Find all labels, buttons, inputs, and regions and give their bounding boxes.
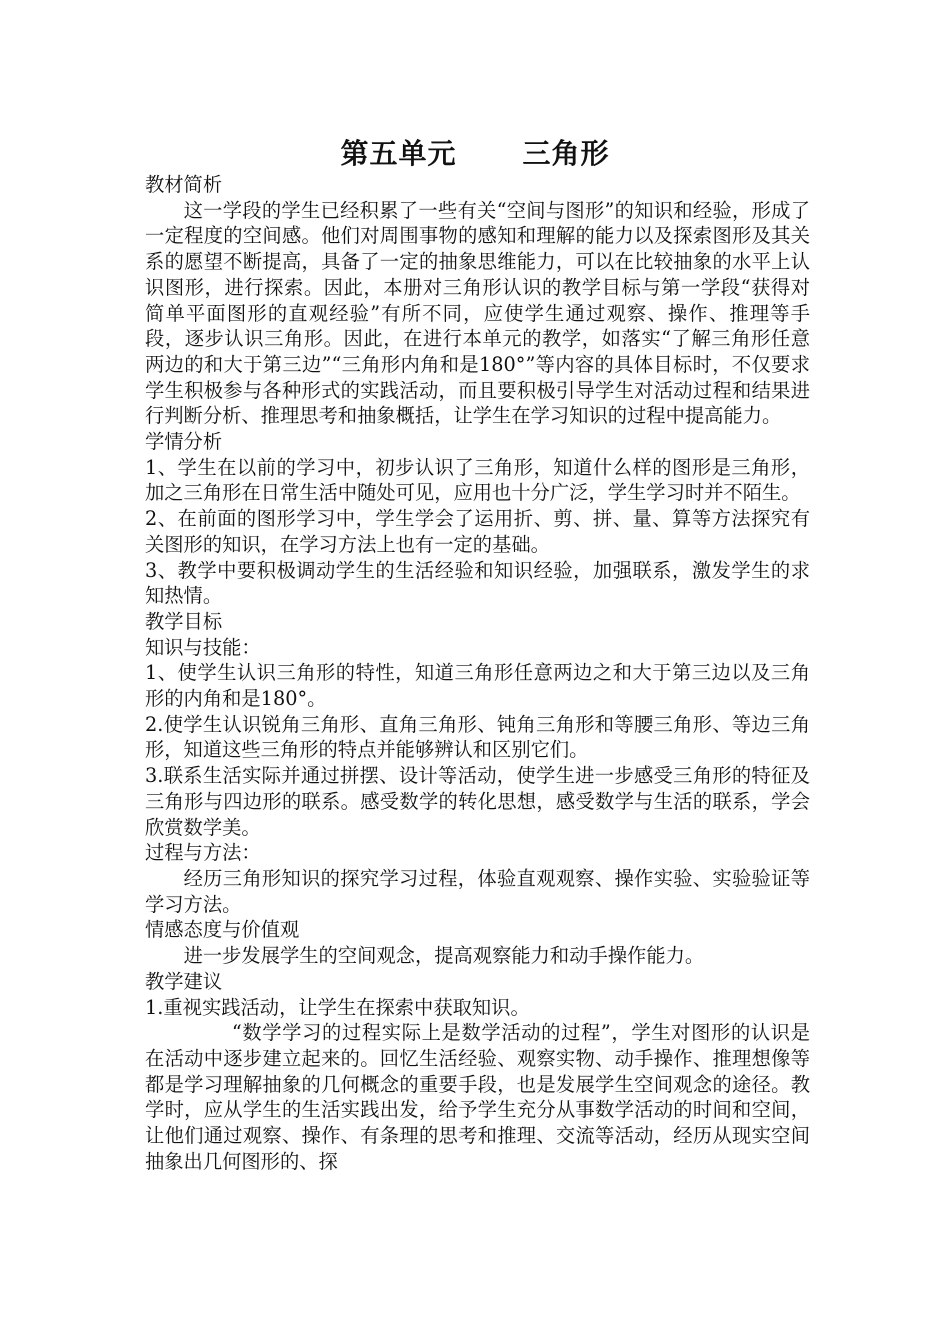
paragraph: 3.联系生活实际并通过拼摆、设计等活动，使学生进一步感受三角形的特征及三角形与四边形的联系。感受数学的转化思想，感受数学与生活的联系，学会欣赏数学美。 — [145, 764, 810, 839]
paragraph: 经历三角形知识的探究学习过程，体验直观观察、操作实验、实验验证等学习方法。 — [145, 866, 810, 916]
title-topic: 三角形 — [522, 137, 610, 170]
paragraph: 进一步发展学生的空间观念，提高观察能力和动手操作能力。 — [183, 944, 705, 968]
section-heading: 教学目标 — [145, 609, 223, 633]
subheading: 情感态度与价值观 — [145, 918, 300, 942]
document-body — [145, 172, 810, 1174]
paragraph: “数学学习的过程实际上是数学活动的过程”，学生对图形的认识是在活动中逐步建立起来的。回忆生活经验、观察实物、动手操作、推理想像等都是学习理解抽象的几何概念的重要手段，也是发展学生空间观念的途径。教学时，应从学生的生活实践出发，给予学生充分从事数学活动的时间和空间，让他们通过观察、操作、有条理的思考和推理、交流等活动，经历从现实空间抽象出几何图形的、探 — [145, 1021, 810, 1173]
section-heading: 学情分析 — [145, 430, 223, 454]
paragraph: 1.重视实践活动，让学生在探索中获取知识。 — [145, 995, 530, 1019]
paragraph: 2.使学生认识锐角三角形、直角三角形、钝角三角形和等腰三角形、等边三角形，知道这些三角形的特点并能够辨认和区别它们。 — [145, 712, 810, 762]
section-heading: 教学建议 — [145, 969, 223, 993]
paragraph: 这一学段的学生已经积累了一些有关“空间与图形”的知识和经验，形成了一定程度的空间感。他们对周围事物的感知和理解的能力以及探索图形及其关系的愿望不断提高，具备了一定的抽象思维能力，可以在比较抽象的水平上认识图形，进行探索。因此，本册对三角形认识的教学目标与第一学段“获得对简单平面图形的直观经验”有所不同，应使学生通过观察、操作、推理等手段，逐步认识三角形。因此，在进行本单元的教学，如落实“了解三角形任意两边的和大于第三边”“三角形内角和是180°”等内容的具体目标时，不仅要求学生积极参与各种形式的实践活动，而且要积极引导学生对活动过程和结果进行判断分析、推理思考和抽象概括，让学生在学习知识的过程中提高能力。 — [145, 198, 810, 428]
paragraph: 3、教学中要积极调动学生的生活经验和知识经验，加强联系，激发学生的求知热情。 — [145, 558, 810, 608]
title-unit: 第五单元 — [340, 137, 457, 170]
paragraph: 2、在前面的图形学习中，学生学会了运用折、剪、拼、量、算等方法探究有关图形的知识，在学习方法上也有一定的基础。 — [145, 507, 810, 556]
subheading: 知识与技能： — [145, 635, 261, 659]
paragraph: 1、学生在以前的学习中，初步认识了三角形，知道什么样的图形是三角形，加之三角形在日常生活中随处可见，应用也十分广泛，学生学习时并不陌生。 — [145, 455, 810, 505]
page-title — [0, 132, 950, 172]
section-heading: 教材简析 — [145, 173, 223, 196]
paragraph: 1、使学生认识三角形的特性，知道三角形任意两边之和大于第三边以及三角形的内角和是180°。 — [145, 661, 810, 711]
subheading: 过程与方法： — [145, 841, 261, 865]
